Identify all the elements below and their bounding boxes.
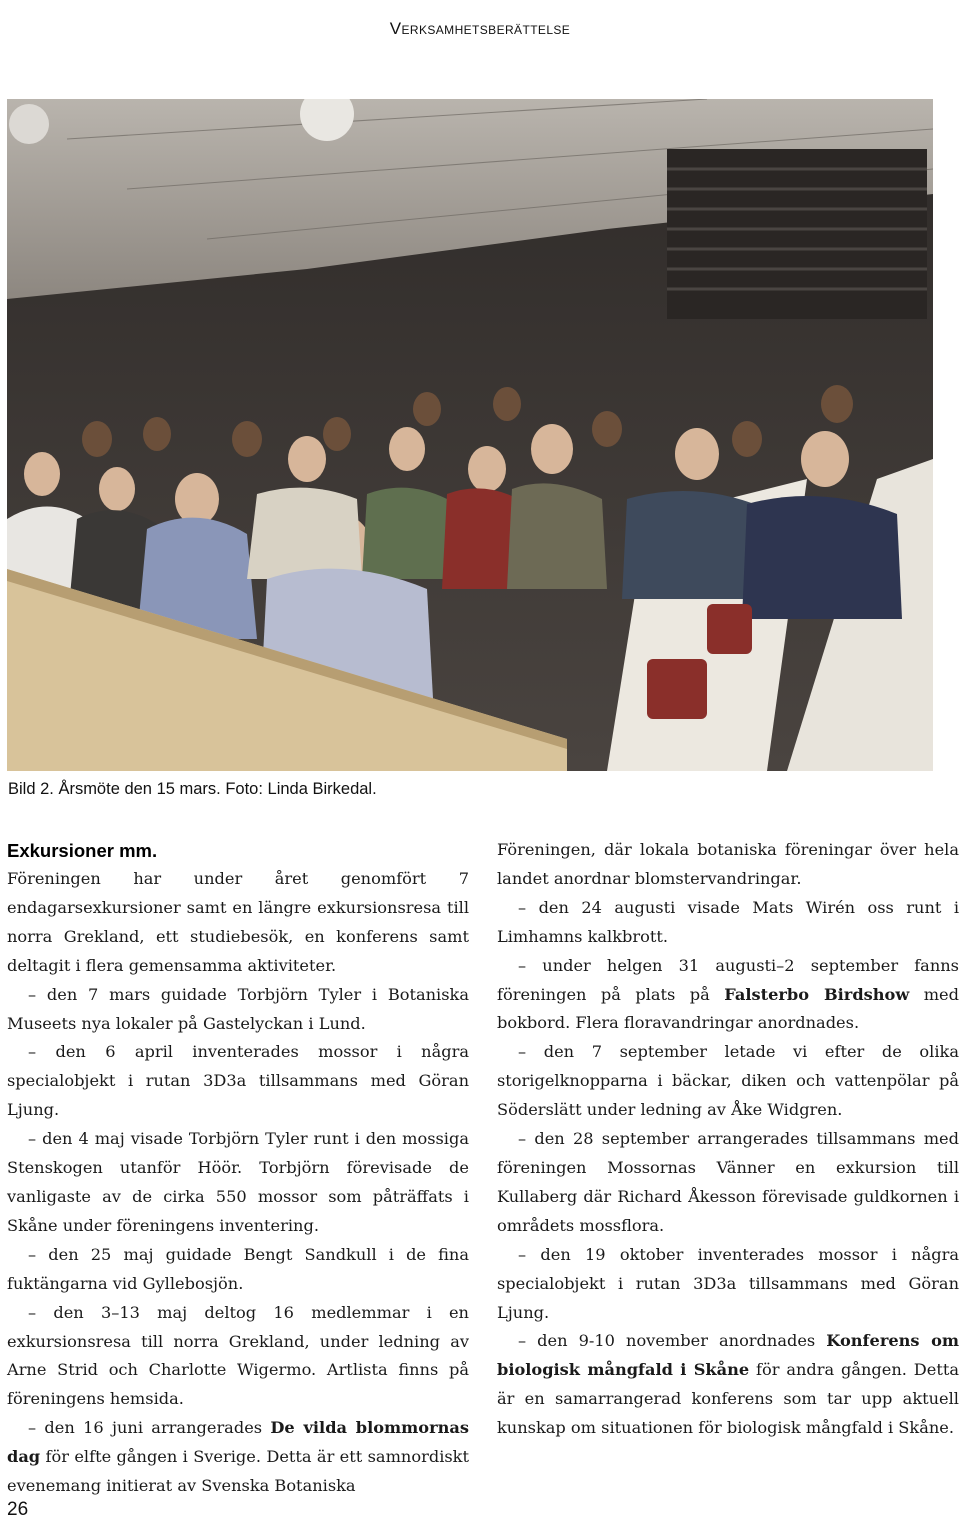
paragraph: Föreningen har under året genomfört 7 endagarsexkursioner samt en längre exkursionsresa till norra Grekland, ett studiebesök, en konferens samt deltagit i flera gemensamma aktiviteter. xyxy=(7,869,469,975)
paragraph: – den 4 maj visade Torbjörn Tyler runt i den mossiga Stenskogen utanför Höör. Torbjörn förevisade de vanligaste av de cirka 550 mossor som påträffats i Skåne under föreningens inventering. xyxy=(7,1129,469,1235)
audience-photo xyxy=(7,99,933,771)
paragraph: – den 7 september letade vi efter de olika storigelknopparna i bäckar, diken och vattenpölar på Söderslätt under ledning av Åke Widgren. xyxy=(497,1042,959,1120)
paragraph: – den 16 juni arrangerades De vilda blommornas dag för elfte gången i Sverige. Detta är ett samnordiskt evenemang initierat av Svenska Botaniska xyxy=(7,1418,469,1496)
paragraph: – den 7 mars guidade Torbjörn Tyler i Botaniska Museets nya lokaler på Gastelyckan i Lund. xyxy=(7,984,469,1033)
event-name-bold: Konferens om biologisk mångfald i Skåne xyxy=(497,1331,959,1380)
event-name-bold: Falsterbo Birdshow xyxy=(724,984,910,1004)
right-column xyxy=(497,836,959,1443)
paragraph: – den 24 augusti visade Mats Wirén oss runt i Limhamns kalkbrott. xyxy=(497,897,959,946)
paragraph: – den 25 maj guidade Bengt Sandkull i de fina fuktängarna vid Gyllebosjön. xyxy=(7,1244,469,1293)
photo-caption: Bild 2. Årsmöte den 15 mars. Foto: Linda Birkedal. xyxy=(8,780,377,798)
photo-illustration xyxy=(7,99,933,771)
left-column xyxy=(7,836,469,1501)
page-number: 26 xyxy=(7,1499,29,1520)
paragraph: – under helgen 31 augusti–2 september fanns föreningen på plats på Falsterbo Birdshow med bokbord. Flera floravandringar anordnades. xyxy=(497,955,959,1033)
paragraph: – den 28 september arrangerades tillsammans med föreningen Mossornas Vänner en exkursion till Kullaberg där Richard Åkesson förevisade guldkornen i områdets mossflora. xyxy=(497,1129,959,1235)
paragraph: Föreningen, där lokala botaniska föreningar över hela landet anordnar blomstervandringar. xyxy=(497,840,959,888)
paragraph: – den 3–13 maj deltog 16 medlemmar i en exkursionsresa till norra Grekland, under ledning av Arne Strid och Charlotte Wigermo. Artlista finns på föreningens hemsida. xyxy=(7,1302,469,1409)
paragraph: – den 9-10 november anordnades Konferens om biologisk mångfald i Skåne för andra gången. Detta är en samarrangerad konferens som tar upp aktuell kunskap om situationen för biologisk mångfald i Skåne. xyxy=(497,1331,959,1438)
event-name-bold: De vilda blommornas dag xyxy=(7,1418,469,1467)
paragraph: – den 6 april inventerades mossor i några specialobjekt i rutan 3D3a tillsammans med Göran Ljung. xyxy=(7,1042,469,1120)
running-header: Verksamhetsberättelse xyxy=(389,19,571,38)
section-heading: Exkursioner mm. xyxy=(7,840,158,861)
paragraph: – den 19 oktober inventerades mossor i några specialobjekt i rutan 3D3a tillsammans med Göran Ljung. xyxy=(497,1244,959,1322)
